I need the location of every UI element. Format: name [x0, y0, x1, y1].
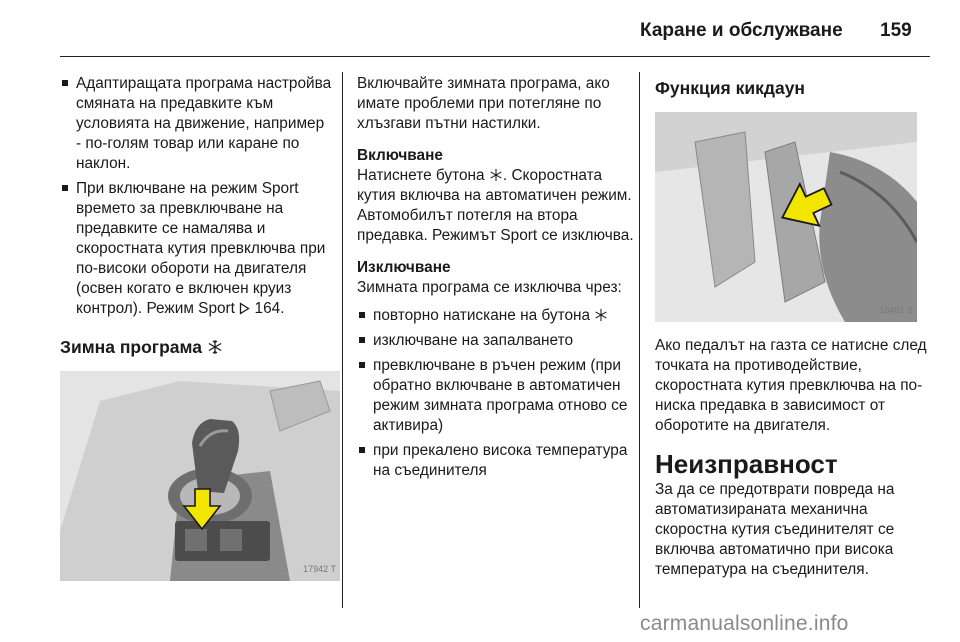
pedal-illustration [655, 112, 917, 322]
column-divider-2 [639, 72, 640, 608]
column-1 [60, 74, 336, 581]
paragraph: Натиснете бутона . Скоростната кутия включва на автоматичен режим. Автомобилът потегля на втора предавка. Режимът Sport се изключва. [357, 167, 634, 244]
list-item: При включване на режим Sport времето за превключване на предавките се намалява и скоростната кутия превключва при по-високи обороти на двигателя (освен когато е включен круиз контрол). Режим Sport 164. [60, 179, 332, 319]
list-item: повторно натискане на бутона [357, 306, 635, 326]
watermark: carmanualsonline.info [640, 612, 849, 635]
list-item: изключване на запалването [357, 331, 635, 351]
snowflake-icon [207, 339, 223, 355]
list-item: при прекалено висока температура на съединителя [357, 441, 635, 481]
list-item: превключване в ръчен режим (при обратно включване в автоматичен режим зимната програма отново се активира) [357, 356, 635, 436]
figure-code: 17942 T [303, 564, 336, 574]
page-number: 159 [880, 20, 912, 41]
section-heading: Зимна програма [60, 337, 332, 357]
subheading: Включване [357, 147, 443, 164]
kickdown-figure [655, 112, 917, 322]
header-divider [60, 56, 930, 57]
paragraph: Зимната програма се изключва чрез: [357, 279, 622, 296]
figure-code: 18451 S [879, 305, 913, 315]
list-item: Адаптиращата програма настройва смяната на предавките към условията на движение, например - по-голям товар или каране по наклон. [60, 74, 332, 174]
arrow-right-triangle-icon [239, 302, 250, 315]
paragraph: Ако педалът на газта се натисне след точката на противодействие, скоростната кутия превключва на по-ниска предавка в зависимост от оборотите на двигателя. [655, 337, 927, 434]
column-2 [357, 74, 635, 486]
snowflake-icon [594, 308, 608, 322]
column-divider-1 [342, 72, 343, 608]
snowflake-icon [489, 168, 503, 182]
column-3 [655, 74, 933, 592]
section-heading: Неизправност [655, 449, 838, 479]
page-reference[interactable]: 164. [254, 300, 285, 317]
chapter-title: Каране и обслужване [640, 20, 843, 41]
gear-selector-figure [60, 371, 340, 581]
paragraph: Включвайте зимната програма, ако имате проблеми при потегляне по хлъзгави пътни настилки. [357, 75, 610, 132]
paragraph: За да се предотврати повреда на автоматизираната механична скоростна кутия съединителят се включва автоматично при висока температура на съединителя. [655, 481, 895, 578]
gear-selector-illustration [60, 371, 340, 581]
subheading: Изключване [357, 259, 451, 276]
section-heading: Функция кикдаун [655, 78, 806, 98]
